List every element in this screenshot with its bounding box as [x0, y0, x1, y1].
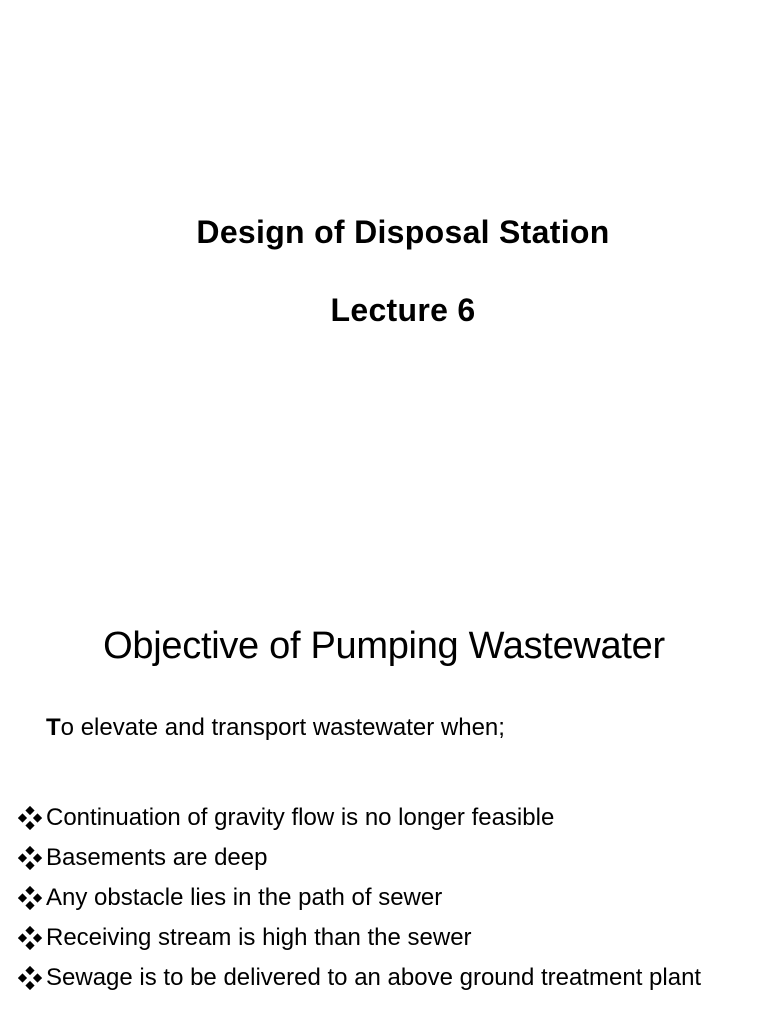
four-diamond-bullet-icon — [18, 962, 46, 994]
four-diamond-bullet-icon — [18, 882, 46, 914]
bullet-item — [18, 882, 758, 914]
bullet-item — [18, 802, 758, 834]
bullet-item — [18, 842, 758, 874]
slide-title: Objective of Pumping Wastewater — [103, 625, 665, 667]
bullet-text: Continuation of gravity flow is no longer feasible — [46, 804, 555, 831]
slide-title: Design of Disposal Station — [196, 214, 610, 250]
intro-first-letter: T — [46, 714, 61, 741]
four-diamond-bullet-icon — [18, 922, 46, 954]
bullet-text: Basements are deep — [46, 844, 268, 871]
intro-text — [46, 712, 505, 744]
four-diamond-bullet-icon — [18, 842, 46, 874]
bullet-item — [18, 922, 758, 954]
bullet-text: Sewage is to be delivered to an above ground treatment plant — [46, 964, 702, 991]
four-diamond-bullet-icon — [18, 802, 46, 834]
lecture-number: Lecture 6 — [330, 292, 476, 328]
slide-2 — [0, 512, 768, 1024]
bullet-item — [18, 962, 758, 994]
bullet-text: Receiving stream is high than the sewer — [46, 924, 472, 951]
bullet-list — [18, 802, 758, 1002]
bullet-text: Any obstacle lies in the path of sewer — [46, 884, 443, 911]
intro-rest: o elevate and transport wastewater when; — [60, 714, 505, 741]
